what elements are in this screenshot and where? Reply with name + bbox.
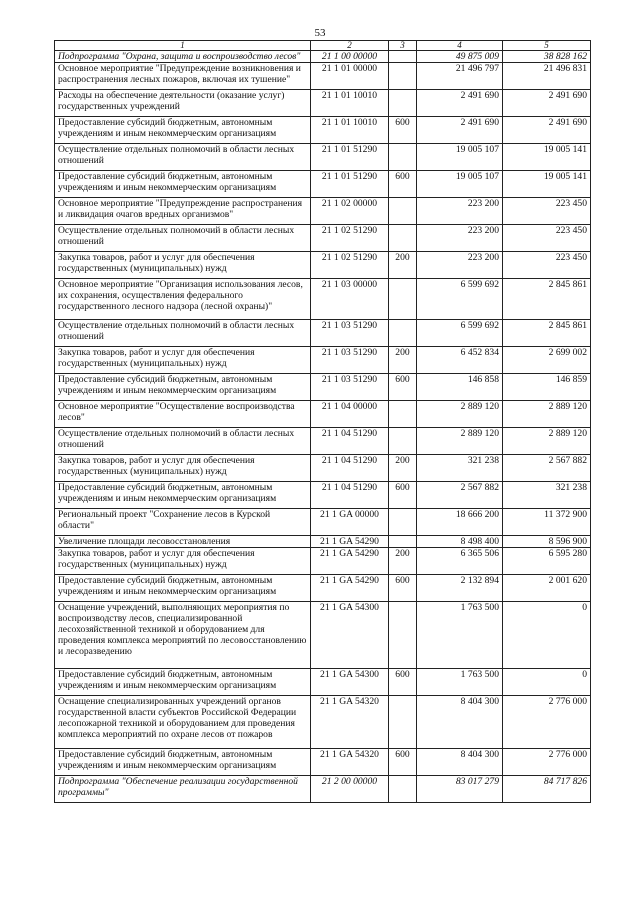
table-row: [55, 669, 591, 696]
row-name: Предоставление субсидий бюджетным, автономным учреждениям и иным некоммерческим организациям: [55, 374, 311, 401]
table-row: [55, 696, 591, 749]
row-name: Предоставление субсидий бюджетным, автономным учреждениям и иным некоммерческим организациям: [55, 575, 311, 602]
row-expense-type: [389, 279, 417, 320]
row-amount-1: 2 132 894: [417, 575, 503, 602]
row-expense-type: [389, 536, 417, 548]
table-row: [55, 602, 591, 669]
row-amount-2: 2 776 000: [503, 749, 591, 776]
row-name: Закупка товаров, работ и услуг для обеспечения государственных (муниципальных) нужд: [55, 347, 311, 374]
row-expense-type: 600: [389, 669, 417, 696]
row-name: Осуществление отдельных полномочий в области лесных отношений: [55, 144, 311, 171]
row-code: 21 1 GA 00000: [311, 509, 389, 536]
row-expense-type: 200: [389, 347, 417, 374]
table-row: [55, 347, 591, 374]
row-expense-type: 600: [389, 482, 417, 509]
table-row: [55, 749, 591, 776]
table-row: [55, 575, 591, 602]
row-name: Подпрограмма "Обеспечение реализации государственной программы": [55, 776, 311, 803]
row-amount-1: 8 498 400: [417, 536, 503, 548]
row-amount-2: 2 699 002: [503, 347, 591, 374]
row-code: 21 1 01 51290: [311, 144, 389, 171]
table-row: [55, 509, 591, 536]
table-row: [55, 428, 591, 455]
row-name: Оснащение учреждений, выполняющих мероприятия по воспроизводству лесов, специализированной лесохозяйственной техникой и оборудованием для проведения комплекса мероприятий по лесовосстановлению и лесоразведению: [55, 602, 311, 669]
row-amount-2: 0: [503, 602, 591, 669]
row-name: Основное мероприятие "Предупреждение распространения и ликвидация очагов вредных организмов": [55, 198, 311, 225]
row-amount-1: 6 452 834: [417, 347, 503, 374]
row-amount-2: 146 859: [503, 374, 591, 401]
table-row: [55, 63, 591, 90]
table-row: [55, 252, 591, 279]
row-expense-type: [389, 776, 417, 803]
row-code: 21 1 GA 54290: [311, 536, 389, 548]
table-row: [55, 90, 591, 117]
row-expense-type: [389, 198, 417, 225]
row-amount-1: 2 889 120: [417, 428, 503, 455]
row-amount-2: 223 450: [503, 225, 591, 252]
row-code: 21 1 04 00000: [311, 401, 389, 428]
row-name: Закупка товаров, работ и услуг для обеспечения государственных (муниципальных) нужд: [55, 548, 311, 575]
row-name: Предоставление субсидий бюджетным, автономным учреждениям и иным некоммерческим организациям: [55, 117, 311, 144]
row-code: 21 1 03 00000: [311, 279, 389, 320]
row-code: 21 1 GA 54300: [311, 669, 389, 696]
table-row: [55, 279, 591, 320]
table-row: [55, 536, 591, 548]
row-expense-type: [389, 602, 417, 669]
row-code: 21 2 00 00000: [311, 776, 389, 803]
row-amount-1: 2 567 882: [417, 482, 503, 509]
row-amount-1: 146 858: [417, 374, 503, 401]
row-amount-1: 21 496 797: [417, 63, 503, 90]
row-name: Оснащение специализированных учреждений органов государственной власти субъектов Российской Федерации лесопожарной техникой и оборудованием для проведения комплекса мероприятий по охране лесов от пожаров: [55, 696, 311, 749]
row-amount-1: 19 005 107: [417, 171, 503, 198]
row-amount-1: 18 666 200: [417, 509, 503, 536]
row-code: 21 1 GA 54290: [311, 548, 389, 575]
row-code: 21 1 04 51290: [311, 482, 389, 509]
table-row: [55, 401, 591, 428]
row-expense-type: [389, 509, 417, 536]
row-name: Предоставление субсидий бюджетным, автономным учреждениям и иным некоммерческим организациям: [55, 171, 311, 198]
row-code: 21 1 GA 54300: [311, 602, 389, 669]
table-header: [55, 41, 591, 51]
row-expense-type: 600: [389, 749, 417, 776]
row-expense-type: 200: [389, 455, 417, 482]
row-code: 21 1 01 10010: [311, 90, 389, 117]
row-name: Осуществление отдельных полномочий в области лесных отношений: [55, 225, 311, 252]
row-name: Основное мероприятие "Организация использования лесов, их сохранения, осуществления федерального государственного лесного надзора (лесной охраны)": [55, 279, 311, 320]
row-amount-2: 321 238: [503, 482, 591, 509]
row-amount-1: 1 763 500: [417, 669, 503, 696]
row-name: Предоставление субсидий бюджетным, автономным учреждениям и иным некоммерческим организациям: [55, 482, 311, 509]
table-row: [55, 455, 591, 482]
row-amount-1: 223 200: [417, 252, 503, 279]
table-row: [55, 374, 591, 401]
row-amount-1: 6 365 506: [417, 548, 503, 575]
row-amount-2: 0: [503, 669, 591, 696]
column-header-name: 1: [55, 41, 311, 51]
table-row: [55, 171, 591, 198]
row-amount-2: 2 491 690: [503, 90, 591, 117]
row-amount-2: 2 001 620: [503, 575, 591, 602]
row-expense-type: 200: [389, 252, 417, 279]
table-row: [55, 51, 591, 63]
row-code: 21 1 03 51290: [311, 320, 389, 347]
column-header-amount-1: 4: [417, 41, 503, 51]
row-amount-2: 38 828 162: [503, 51, 591, 63]
row-name: Закупка товаров, работ и услуг для обеспечения государственных (муниципальных) нужд: [55, 252, 311, 279]
page-number: 53: [314, 27, 326, 39]
row-name: Региональный проект "Сохранение лесов в Курской области": [55, 509, 311, 536]
row-expense-type: 600: [389, 575, 417, 602]
row-amount-2: 2 776 000: [503, 696, 591, 749]
row-amount-1: 83 017 279: [417, 776, 503, 803]
row-code: 21 1 04 51290: [311, 455, 389, 482]
row-expense-type: [389, 320, 417, 347]
table-row: [55, 548, 591, 575]
row-name: Осуществление отдельных полномочий в области лесных отношений: [55, 320, 311, 347]
row-code: 21 1 01 00000: [311, 63, 389, 90]
row-code: 21 1 02 51290: [311, 252, 389, 279]
column-header-type: 3: [389, 41, 417, 51]
row-code: 21 1 01 51290: [311, 171, 389, 198]
row-amount-2: 19 005 141: [503, 144, 591, 171]
row-name: Подпрограмма "Охрана, защита и воспроизводство лесов": [55, 51, 311, 63]
row-code: 21 1 04 51290: [311, 428, 389, 455]
row-amount-2: 2 889 120: [503, 401, 591, 428]
budget-table: [54, 40, 591, 803]
row-amount-2: 223 450: [503, 198, 591, 225]
row-code: 21 1 03 51290: [311, 374, 389, 401]
row-amount-2: 21 496 831: [503, 63, 591, 90]
column-header-amount-2: 5: [503, 41, 591, 51]
row-expense-type: [389, 63, 417, 90]
row-amount-2: 2 491 690: [503, 117, 591, 144]
row-amount-2: 84 717 826: [503, 776, 591, 803]
row-code: 21 1 02 00000: [311, 198, 389, 225]
row-code: 21 1 01 10010: [311, 117, 389, 144]
table-row: [55, 776, 591, 803]
row-amount-1: 8 404 300: [417, 749, 503, 776]
row-name: Основное мероприятие "Предупреждение возникновения и распространения лесных пожаров, включая их тушение": [55, 63, 311, 90]
row-code: 21 1 GA 54320: [311, 696, 389, 749]
row-expense-type: 600: [389, 171, 417, 198]
row-amount-2: 2 889 120: [503, 428, 591, 455]
row-name: Предоставление субсидий бюджетным, автономным учреждениям и иным некоммерческим организациям: [55, 669, 311, 696]
row-amount-1: 19 005 107: [417, 144, 503, 171]
row-amount-2: 223 450: [503, 252, 591, 279]
table-row: [55, 482, 591, 509]
row-code: 21 1 GA 54320: [311, 749, 389, 776]
row-amount-1: 321 238: [417, 455, 503, 482]
row-amount-1: 6 599 692: [417, 279, 503, 320]
row-expense-type: [389, 90, 417, 117]
row-amount-1: 2 491 690: [417, 90, 503, 117]
row-amount-1: 1 763 500: [417, 602, 503, 669]
row-expense-type: 200: [389, 548, 417, 575]
row-expense-type: [389, 144, 417, 171]
column-header-code: 2: [311, 41, 389, 51]
table-row: [55, 320, 591, 347]
table-row: [55, 198, 591, 225]
table-row: [55, 144, 591, 171]
row-expense-type: [389, 225, 417, 252]
row-expense-type: [389, 428, 417, 455]
table-row: [55, 117, 591, 144]
row-amount-2: 6 595 280: [503, 548, 591, 575]
row-amount-1: 8 404 300: [417, 696, 503, 749]
row-amount-1: 223 200: [417, 225, 503, 252]
row-amount-1: 6 599 692: [417, 320, 503, 347]
row-code: 21 1 00 00000: [311, 51, 389, 63]
row-amount-1: 2 491 690: [417, 117, 503, 144]
row-amount-1: 223 200: [417, 198, 503, 225]
row-amount-2: 19 005 141: [503, 171, 591, 198]
row-amount-2: 2 567 882: [503, 455, 591, 482]
row-expense-type: [389, 51, 417, 63]
table-body: [55, 51, 591, 803]
row-name: Осуществление отдельных полномочий в области лесных отношений: [55, 428, 311, 455]
row-name: Расходы на обеспечение деятельности (оказание услуг) государственных учреждений: [55, 90, 311, 117]
row-amount-2: 8 596 900: [503, 536, 591, 548]
row-expense-type: 600: [389, 374, 417, 401]
row-amount-2: 2 845 861: [503, 279, 591, 320]
row-code: 21 1 02 51290: [311, 225, 389, 252]
row-code: 21 1 GA 54290: [311, 575, 389, 602]
row-amount-2: 11 372 900: [503, 509, 591, 536]
row-amount-2: 2 845 861: [503, 320, 591, 347]
row-expense-type: [389, 401, 417, 428]
row-name: Основное мероприятие "Осуществление воспроизводства лесов": [55, 401, 311, 428]
row-expense-type: [389, 696, 417, 749]
row-name: Предоставление субсидий бюджетным, автономным учреждениям и иным некоммерческим организациям: [55, 749, 311, 776]
row-name: Закупка товаров, работ и услуг для обеспечения государственных (муниципальных) нужд: [55, 455, 311, 482]
row-amount-1: 2 889 120: [417, 401, 503, 428]
row-amount-1: 49 875 009: [417, 51, 503, 63]
row-code: 21 1 03 51290: [311, 347, 389, 374]
row-expense-type: 600: [389, 117, 417, 144]
row-name: Увеличение площади лесовосстановления: [55, 536, 311, 548]
table-row: [55, 225, 591, 252]
